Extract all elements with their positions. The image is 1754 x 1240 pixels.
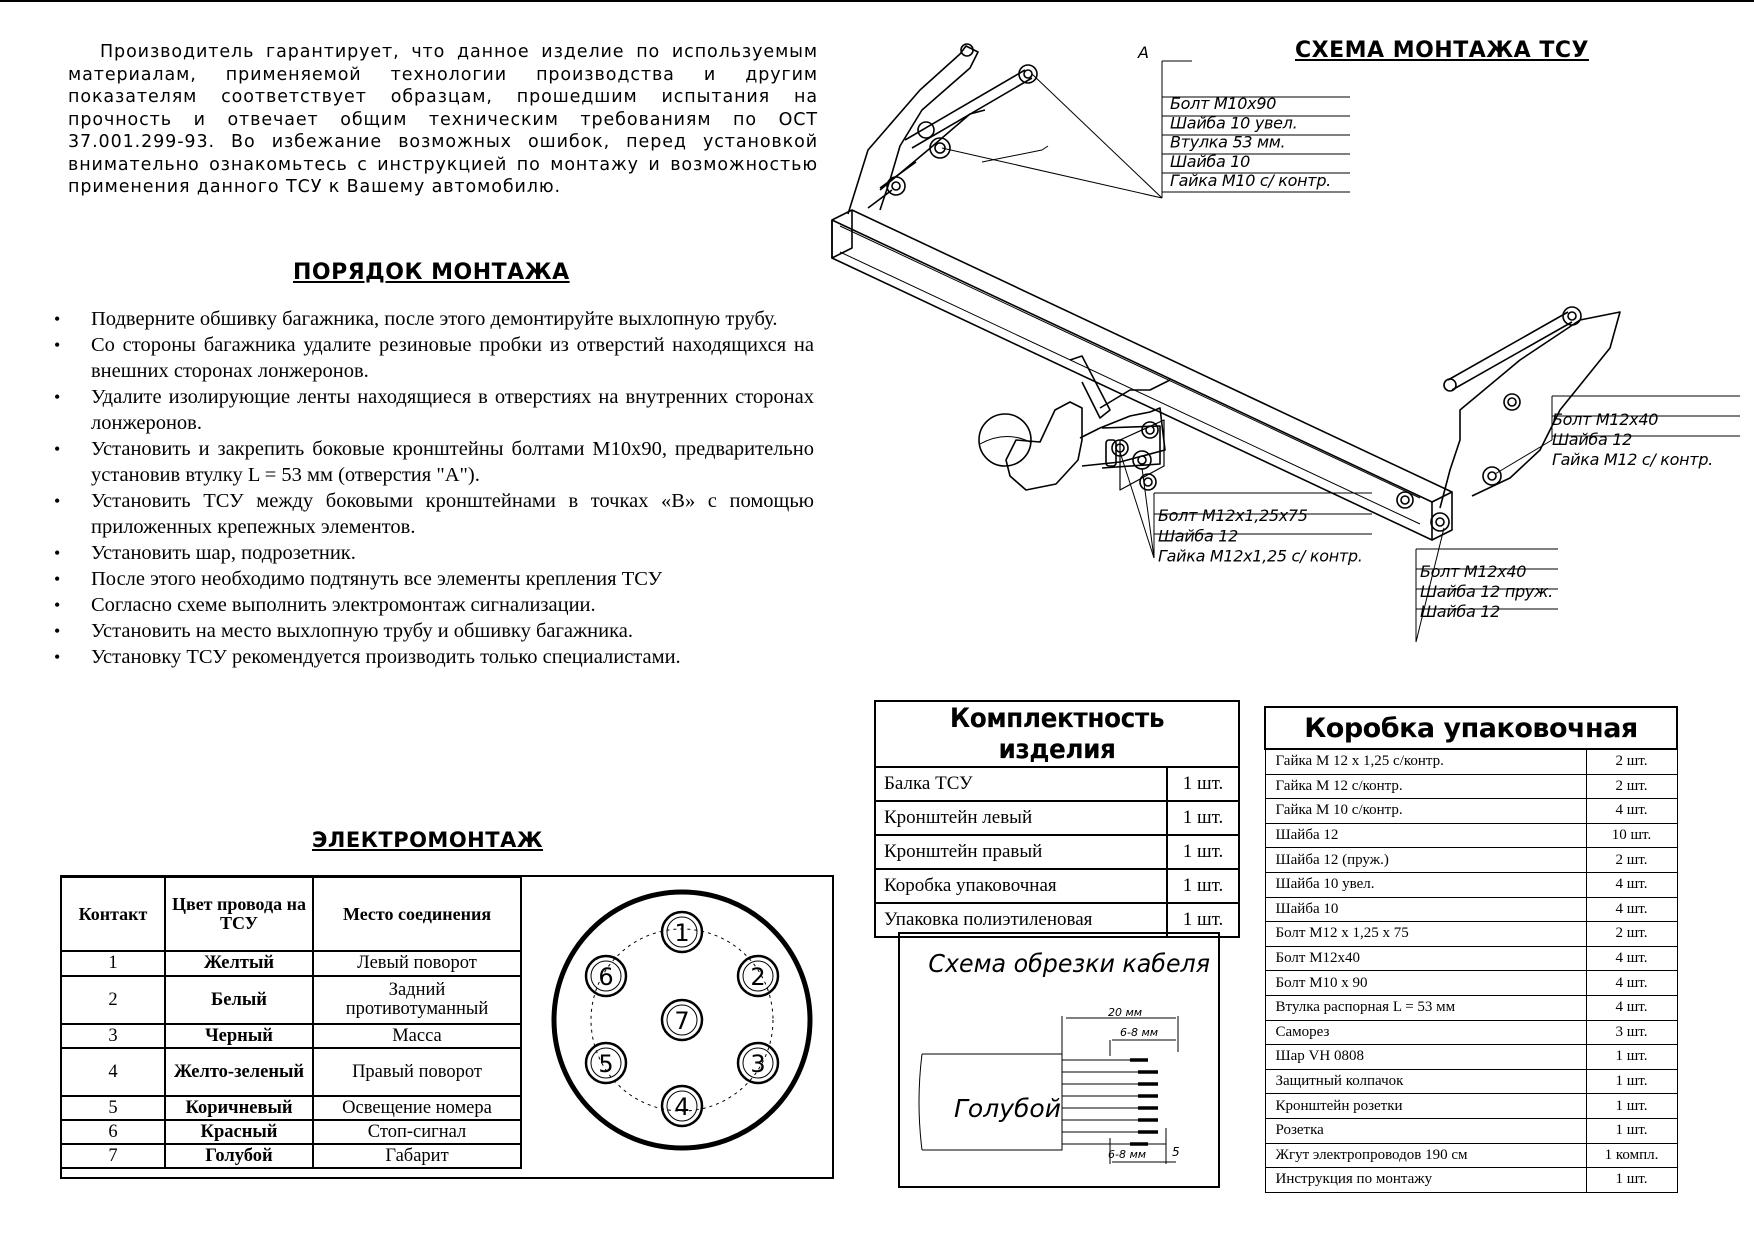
callout-label: Шайба 12 bbox=[1158, 526, 1239, 546]
beam-top-face bbox=[832, 210, 1452, 502]
socket-pin-diagram bbox=[546, 882, 826, 1176]
box-row bbox=[1265, 872, 1677, 897]
step-item: • Установить шар, подрозетник. bbox=[54, 540, 814, 566]
wire-color-cell: Голубой bbox=[165, 1144, 313, 1168]
contact-number-cell: 5 bbox=[61, 1096, 165, 1120]
wire-color-cell: Желто-зеленый bbox=[165, 1048, 313, 1096]
cable-scheme-title: Схема обрезки кабеля bbox=[928, 948, 1211, 979]
wiring-row bbox=[61, 1096, 521, 1120]
box-item-qty: 4 шт. bbox=[1586, 946, 1677, 971]
kit-item-qty: 1 шт. bbox=[1167, 801, 1239, 835]
kit-table bbox=[874, 700, 1240, 938]
kit-row bbox=[875, 869, 1239, 903]
box-item-qty: 3 шт. bbox=[1586, 1020, 1677, 1045]
box-item-name: Болт М12х40 bbox=[1265, 946, 1586, 971]
box-item-name: Гайка М 12 с/контр. bbox=[1265, 774, 1586, 799]
wiring-row bbox=[61, 1120, 521, 1144]
box-row bbox=[1265, 1118, 1677, 1143]
callout-label: Шайба 12 bbox=[1552, 430, 1633, 449]
callout-label: Втулка 53 мм. bbox=[1170, 132, 1286, 152]
connection-place-cell: Левый поворот bbox=[313, 951, 521, 976]
ball-mount-body bbox=[1006, 402, 1082, 490]
wiring-row bbox=[61, 951, 521, 976]
box-row bbox=[1265, 1020, 1677, 1045]
kit-row bbox=[875, 835, 1239, 869]
box-item-name: Розетка bbox=[1265, 1118, 1586, 1143]
box-row bbox=[1265, 897, 1677, 922]
kit-item-name: Кронштейн правый bbox=[875, 835, 1167, 869]
beam-front-face bbox=[832, 220, 1432, 540]
box-item-qty: 1 шт. bbox=[1586, 1168, 1677, 1193]
callout-a-letter: А bbox=[1138, 43, 1149, 62]
box-row bbox=[1265, 799, 1677, 824]
box-item-qty: 4 шт. bbox=[1586, 971, 1677, 996]
tow-hitch-drawing bbox=[820, 30, 1754, 690]
callout-label: Шайба 10 увел. bbox=[1170, 113, 1298, 133]
kit-item-qty: 1 шт. bbox=[1167, 835, 1239, 869]
bolt-a-bottom bbox=[930, 138, 950, 158]
connection-place-cell: Стоп-сигнал bbox=[313, 1120, 521, 1144]
kit-row bbox=[875, 767, 1239, 801]
left-bracket bbox=[848, 46, 978, 214]
kit-title: Комплектность изделия bbox=[890, 701, 1225, 767]
callout-label: Болт М12х1,25х75 bbox=[1158, 506, 1308, 525]
box-row bbox=[1265, 971, 1677, 996]
box-item-qty: 2 шт. bbox=[1586, 922, 1677, 947]
wiring-row bbox=[61, 1024, 521, 1048]
contact-number-cell: 6 bbox=[61, 1120, 165, 1144]
box-row bbox=[1265, 823, 1677, 848]
callout-label: Болт М12х40 bbox=[1552, 410, 1659, 429]
box-item-qty: 4 шт. bbox=[1586, 799, 1677, 824]
bolt-m12x125-right bbox=[1133, 451, 1151, 469]
cable-dim-top: 6-8 мм bbox=[1120, 1026, 1159, 1039]
box-item-name: Болт М12 х 1,25 х 75 bbox=[1265, 922, 1586, 947]
box-row bbox=[1265, 1143, 1677, 1168]
connection-place-cell: Освещение номера bbox=[313, 1096, 521, 1120]
socket-pin bbox=[738, 1043, 778, 1083]
box-item-name: Болт М10 х 90 bbox=[1265, 971, 1586, 996]
socket-pin-number: 6 bbox=[598, 963, 614, 991]
box-item-qty: 1 шт. bbox=[1586, 1094, 1677, 1119]
box-item-name: Гайка М 12 х 1,25 с/контр. bbox=[1265, 749, 1586, 774]
step-item: • Со стороны багажника удалите резиновые пробки из отверстий находящихся на внешних сторонах лонжеронов. bbox=[54, 332, 814, 384]
kit-item-qty: 1 шт. bbox=[1167, 767, 1239, 801]
contact-number-cell: 4 bbox=[61, 1048, 165, 1096]
box-row bbox=[1265, 774, 1677, 799]
box-item-qty: 2 шт. bbox=[1586, 749, 1677, 774]
box-item-qty: 2 шт. bbox=[1586, 774, 1677, 799]
wiring-row bbox=[61, 976, 521, 1024]
kit-item-name: Коробка упаковочная bbox=[875, 869, 1167, 903]
contact-number-cell: 1 bbox=[61, 951, 165, 976]
callout-label: Шайба 12 пруж. bbox=[1420, 582, 1553, 601]
box-row bbox=[1265, 995, 1677, 1020]
wire-color-cell: Коричневый bbox=[165, 1096, 313, 1120]
box-item-qty: 1 шт. bbox=[1586, 1069, 1677, 1094]
wiring-row bbox=[61, 1144, 521, 1168]
cable-label: Голубой bbox=[954, 1094, 1061, 1123]
step-item: • Установить на место выхлопную трубу и обшивку багажника. bbox=[54, 618, 814, 644]
socket-pin-number: 4 bbox=[674, 1093, 690, 1121]
box-item-name: Жгут электропроводов 190 см bbox=[1265, 1143, 1586, 1168]
cable-trim-diagram bbox=[898, 932, 1220, 1188]
box-item-name: Саморез bbox=[1265, 1020, 1586, 1045]
col-wire-color: Цвет провода на ТСУ bbox=[165, 877, 313, 951]
box-row bbox=[1265, 946, 1677, 971]
socket-pin-number: 7 bbox=[674, 1007, 690, 1035]
col-connection: Место соединения bbox=[313, 877, 521, 951]
box-item-qty: 10 шт. bbox=[1586, 823, 1677, 848]
socket-pin-number: 5 bbox=[598, 1050, 614, 1078]
step-item: • Подверните обшивку багажника, после этого демонтируйте выхлопную трубу. bbox=[54, 306, 814, 332]
socket-pin bbox=[586, 956, 626, 996]
kit-item-qty: 1 шт. bbox=[1167, 903, 1239, 937]
electro-title: ЭЛЕКТРОМОНТАЖ bbox=[312, 828, 544, 852]
intro-text: Производитель гарантирует, что данное изделие по используемым материалам, применяемой технологии производства и другим показателям соответствует образцам, прошедшим испытания на прочность и отвечает общим техническим требованиям по ОСТ 37.001.299-93. Во избежание возможных ошибок, перед установкой внимательно ознакомьтесь с инструкцией по монтажу и возможностью применения данного ТСУ к Вашему автомобилю. bbox=[68, 42, 818, 197]
box-item-name: Защитный колпачок bbox=[1265, 1069, 1586, 1094]
socket-pin bbox=[738, 956, 778, 996]
bolt-m12-right bbox=[1483, 467, 1501, 485]
socket-pin bbox=[586, 1043, 626, 1083]
socket-bracket bbox=[1070, 356, 1110, 418]
step-item: • Удалите изолирующие ленты находящиеся в отверстиях на внутренних сторонах лонжеронов. bbox=[54, 384, 814, 436]
socket-pin-number: 2 bbox=[750, 963, 766, 991]
step-item: • После этого необходимо подтянуть все элементы крепления ТСУ bbox=[54, 566, 814, 592]
box-item-name: Шайба 10 bbox=[1265, 897, 1586, 922]
callout-label: Болт М12х40 bbox=[1420, 562, 1527, 581]
top-rule bbox=[0, 0, 1754, 2]
socket-pin bbox=[662, 1086, 702, 1126]
box-row bbox=[1265, 1069, 1677, 1094]
wire-color-cell: Красный bbox=[165, 1120, 313, 1144]
socket-pin-number: 1 bbox=[674, 919, 690, 947]
contact-number-cell: 2 bbox=[61, 976, 165, 1024]
contact-number-cell: 3 bbox=[61, 1024, 165, 1048]
contact-number-cell: 7 bbox=[61, 1144, 165, 1168]
box-item-name: Кронштейн розетки bbox=[1265, 1094, 1586, 1119]
wire-color-cell: Белый bbox=[165, 976, 313, 1024]
right-bracket-bar bbox=[1448, 312, 1572, 390]
wire-color-cell: Желтый bbox=[165, 951, 313, 976]
box-item-name: Шайба 12 (пруж.) bbox=[1265, 848, 1586, 873]
box-item-name: Гайка М 10 с/контр. bbox=[1265, 799, 1586, 824]
box-item-qty: 4 шт. bbox=[1586, 995, 1677, 1020]
box-item-qty: 1 компл. bbox=[1586, 1143, 1677, 1168]
col-contact: Контакт bbox=[61, 877, 165, 951]
box-row bbox=[1265, 749, 1677, 774]
callout-label: Шайба 10 bbox=[1170, 151, 1251, 171]
connection-place-cell: Правый поворот bbox=[313, 1048, 521, 1096]
box-title: Коробка упаковочная bbox=[1265, 707, 1677, 749]
step-item: • Установить и закрепить боковые кронштейны болтами М10х90, предварительно установив втулку L = 53 мм (отверстия "А"). bbox=[54, 436, 814, 488]
callout-label: Гайка М12х1,25 с/ контр. bbox=[1158, 546, 1363, 566]
socket-pin-number: 3 bbox=[750, 1050, 766, 1078]
connection-place-cell: Задний противотуманный bbox=[313, 976, 521, 1024]
box-item-name: Инструкция по монтажу bbox=[1265, 1168, 1586, 1193]
box-item-name: Шайба 10 увел. bbox=[1265, 872, 1586, 897]
box-item-name: Шар VH 0808 bbox=[1265, 1045, 1586, 1070]
socket-pin bbox=[662, 912, 702, 952]
box-row bbox=[1265, 1168, 1677, 1193]
box-item-qty: 4 шт. bbox=[1586, 872, 1677, 897]
connection-place-cell: Масса bbox=[313, 1024, 521, 1048]
box-item-name: Шайба 12 bbox=[1265, 823, 1586, 848]
box-item-qty: 2 шт. bbox=[1586, 848, 1677, 873]
step-item: • Согласно схеме выполнить электромонтаж сигнализации. bbox=[54, 592, 814, 618]
kit-item-name: Кронштейн левый bbox=[875, 801, 1167, 835]
wire-color-cell: Черный bbox=[165, 1024, 313, 1048]
step-item: • Установить ТСУ между боковыми кронштейнами в точках «В» с помощью приложенных крепежных элементов. bbox=[54, 488, 814, 540]
kit-item-qty: 1 шт. bbox=[1167, 869, 1239, 903]
callout-label: Шайба 12 bbox=[1420, 602, 1501, 621]
step-item: • Установку ТСУ рекомендуется производить только специалистами. bbox=[54, 644, 814, 670]
connection-place-cell: Габарит bbox=[313, 1144, 521, 1168]
bolt-m12-bottom bbox=[1431, 513, 1449, 531]
box-row bbox=[1265, 922, 1677, 947]
box-row bbox=[1265, 848, 1677, 873]
box-row bbox=[1265, 1094, 1677, 1119]
kit-row bbox=[875, 801, 1239, 835]
wiring-table bbox=[60, 876, 522, 1169]
cable-dim-bottom: 6-8 мм bbox=[1108, 1148, 1147, 1161]
kit-item-name: Балка ТСУ bbox=[875, 767, 1167, 801]
installation-steps bbox=[54, 306, 814, 670]
box-item-qty: 4 шт. bbox=[1586, 897, 1677, 922]
callout-label: Гайка М10 с/ контр. bbox=[1170, 171, 1331, 191]
box-row bbox=[1265, 1045, 1677, 1070]
cable-dim-total: 20 мм bbox=[1108, 1006, 1143, 1019]
box-item-qty: 1 шт. bbox=[1586, 1045, 1677, 1070]
wiring-row bbox=[61, 1048, 521, 1096]
box-item-qty: 1 шт. bbox=[1586, 1118, 1677, 1143]
socket-pin bbox=[662, 1000, 702, 1040]
order-title: ПОРЯДОК МОНТАЖА bbox=[293, 260, 570, 285]
callout-label: Болт М10х90 bbox=[1170, 94, 1277, 113]
cable-dim-side: 5 bbox=[1172, 1145, 1180, 1159]
kit-item-name: Упаковка полиэтиленовая bbox=[875, 903, 1167, 937]
packing-box-table bbox=[1264, 706, 1678, 1193]
callout-label: Гайка М12 с/ контр. bbox=[1552, 450, 1713, 469]
scheme-title: СХЕМА МОНТАЖА ТСУ bbox=[1295, 38, 1589, 63]
box-item-name: Втулка распорная L = 53 мм bbox=[1265, 995, 1586, 1020]
